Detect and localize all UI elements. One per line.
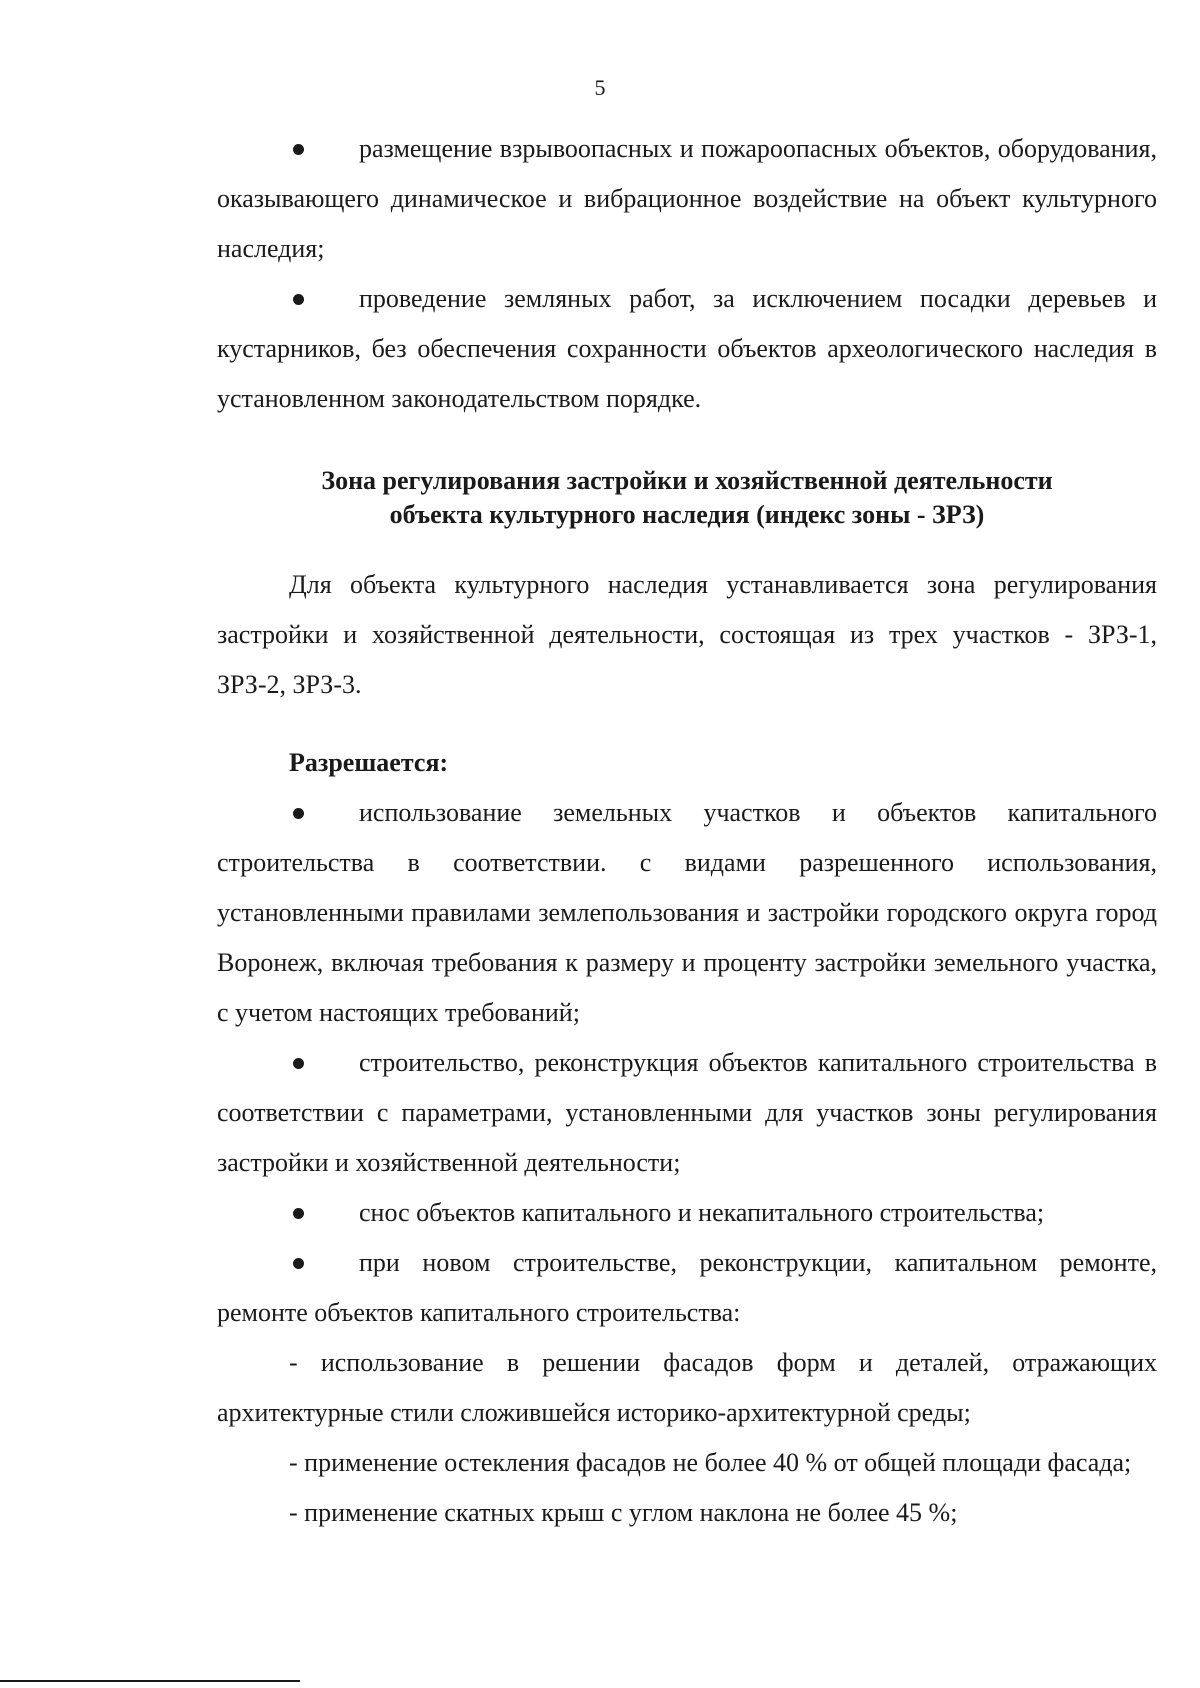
document-body [217,124,1157,1538]
bullet-icon [293,1208,304,1219]
list-item-text: снос объектов капитального и некапитального строительства; [359,1198,1045,1227]
section-heading-line: объекта культурного наследия (индекс зоны - ЗРЗ) [389,500,985,529]
bullet-icon [293,808,304,819]
list-item-text: размещение взрывоопасных и пожароопасных объектов, оборудования, оказывающего динамическое и вибрационное воздействие на объект культурного наследия; [217,134,1157,263]
dash-item: - использование в решении фасадов форм и деталей, отражающих архитектурные стили сложившейся историко-архитектурной среды; [217,1348,1157,1427]
bullet-icon [293,1058,304,1069]
bullet-icon [293,144,304,155]
list-item-text: при новом строительстве, реконструкции, капитальном ремонте, ремонте объектов капитального строительства: [217,1248,1157,1327]
list-item [217,124,1157,274]
spacer [217,424,1157,464]
page-number: 5 [594,75,606,100]
list-item-text: проведение земляных работ, за исключением посадки деревьев и кустарников, без обеспечения сохранности объектов археологического наследия в установленном законодательством порядке. [217,284,1157,413]
list-item [217,274,1157,424]
footnote-divider [0,1680,300,1682]
list-item-text: использование земельных участков и объектов капитального строительства в соответствии. с видами разрешенного использования, установленными правилами землепользования и застройки городского округа город Воронеж, включая требования к размеру и проценту застройки земельного участка, с учетом настоящих требований; [217,798,1157,1027]
list-item [217,1238,1157,1338]
list-item [217,788,1157,1038]
list-item [217,1038,1157,1188]
list-item [217,1188,1157,1238]
dash-item: - применение остекления фасадов не более 40 % от общей площади фасада; [289,1448,1132,1477]
section-heading-line: Зона регулирования застройки и хозяйственной деятельности [321,466,1053,495]
bullet-icon [293,294,304,305]
spacer [217,532,1157,560]
spacer [217,710,1157,738]
list-item-text: строительство, реконструкция объектов капитального строительства в соответствии с параметрами, установленными для участков зоны регулирования застройки и хозяйственной деятельности; [217,1048,1157,1177]
allowed-heading: Разрешается: [289,748,449,777]
dash-item: - применение скатных крыш с углом наклона не более 45 %; [289,1498,958,1527]
bullet-icon [293,1258,304,1269]
paragraph: Для объекта культурного наследия устанавливается зона регулирования застройки и хозяйственной деятельности, состоящая из трех участков - ЗРЗ-1, ЗРЗ-2, ЗРЗ-3. [217,570,1157,699]
